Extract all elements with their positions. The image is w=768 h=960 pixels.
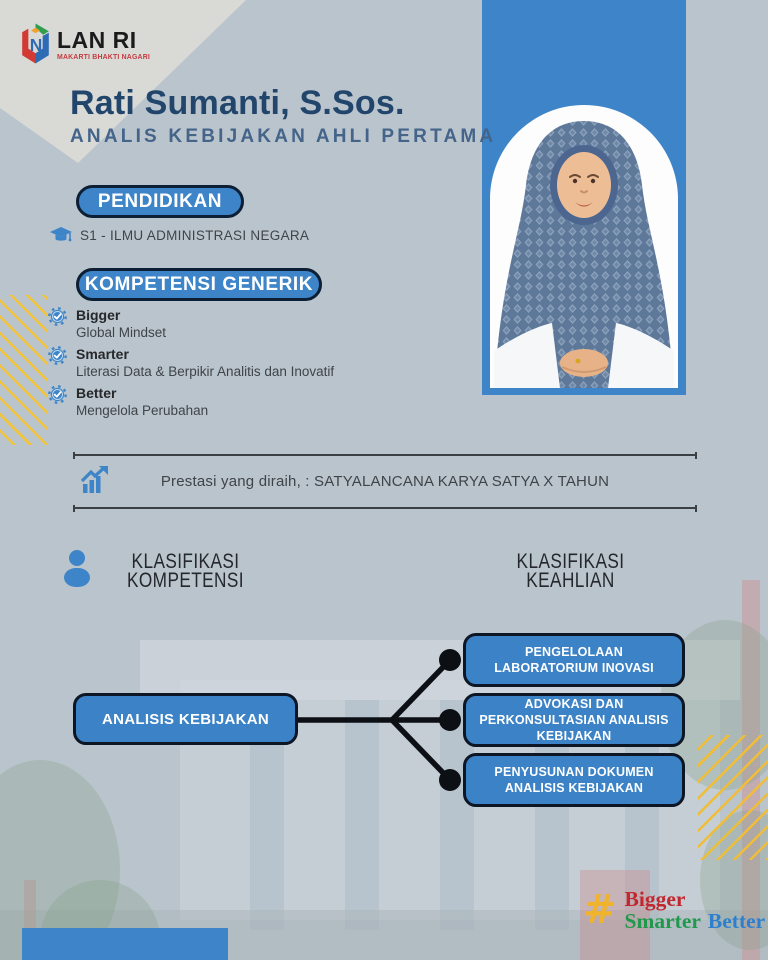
diagonal-lines-decoration-right	[698, 735, 768, 860]
diagonal-lines-decoration-left	[0, 295, 48, 445]
heading-klasifikasi-kompetensi: KLASIFIKASI KOMPETENSI	[126, 550, 245, 592]
flow-node-branch: ADVOKASI DAN PERKONSULTASIAN ANALISIS KEBIJAKAN	[463, 693, 685, 747]
flow-node-branch: PENYUSUNAN DOKUMEN ANALISIS KEBIJAKAN	[463, 753, 685, 807]
person-icon	[62, 549, 92, 592]
competency-title: Bigger	[76, 307, 121, 323]
divider-line	[73, 454, 697, 456]
lan-ri-logo-mark	[20, 22, 51, 66]
brand-word-bigger: Bigger	[624, 887, 686, 911]
portrait-frame	[482, 0, 686, 395]
hashtag-icon: #	[583, 886, 617, 933]
person-job-title: ANALIS KEBIJAKAN AHLI PERTAMA	[70, 126, 497, 147]
svg-text:N: N	[29, 35, 43, 56]
divider-line	[73, 507, 697, 509]
portrait-photo	[490, 105, 678, 388]
logo-tagline: MAKARTI BHAKTI NAGARI	[57, 53, 151, 61]
competency-title: Smarter	[76, 346, 129, 362]
section-heading-pendidikan: PENDIDIKAN	[76, 185, 244, 218]
competency-item	[48, 307, 334, 341]
competency-desc: Literasi Data & Berpikir Analitis dan Inovatif	[76, 364, 335, 379]
competency-list	[48, 307, 334, 424]
competency-desc: Mengelola Perubahan	[76, 403, 209, 418]
logo-title: LAN RI	[57, 26, 137, 53]
graduation-cap-icon	[50, 227, 72, 244]
brand-tagline	[583, 888, 765, 932]
competency-desc: Global Mindset	[76, 325, 167, 340]
education-item-label: S1 - ILMU ADMINISTRASI NEGARA	[80, 228, 310, 243]
achievement-text: Prestasi yang diraih, : SATYALANCANA KARYA SATYA X TAHUN	[160, 473, 610, 490]
person-name: Rati Sumanti, S.Sos.	[70, 84, 405, 122]
badge-check-icon	[48, 385, 67, 404]
competency-title: Better	[76, 385, 117, 401]
heading-klasifikasi-keahlian: KLASIFIKASI KEAHLIAN	[516, 550, 625, 592]
section-heading-kompetensi-generik: KOMPETENSI GENERIK	[76, 268, 322, 301]
badge-check-icon	[48, 346, 67, 365]
education-item	[50, 227, 309, 244]
brand-word-smarter: Smarter	[624, 909, 701, 933]
brand-word-better: Better	[707, 909, 766, 933]
footer-blue-bar	[22, 928, 228, 960]
competency-item	[48, 385, 334, 419]
flow-connectors	[293, 630, 465, 810]
flow-node-branch: PENGELOLAAN LABORATORIUM INOVASI	[463, 633, 685, 687]
badge-check-icon	[48, 307, 67, 326]
flow-node-analisis-kebijakan: ANALISIS KEBIJAKAN	[73, 693, 298, 745]
lan-ri-logo	[20, 22, 150, 66]
woman-in-hijab-illustration	[490, 105, 678, 388]
competency-item	[48, 346, 334, 380]
